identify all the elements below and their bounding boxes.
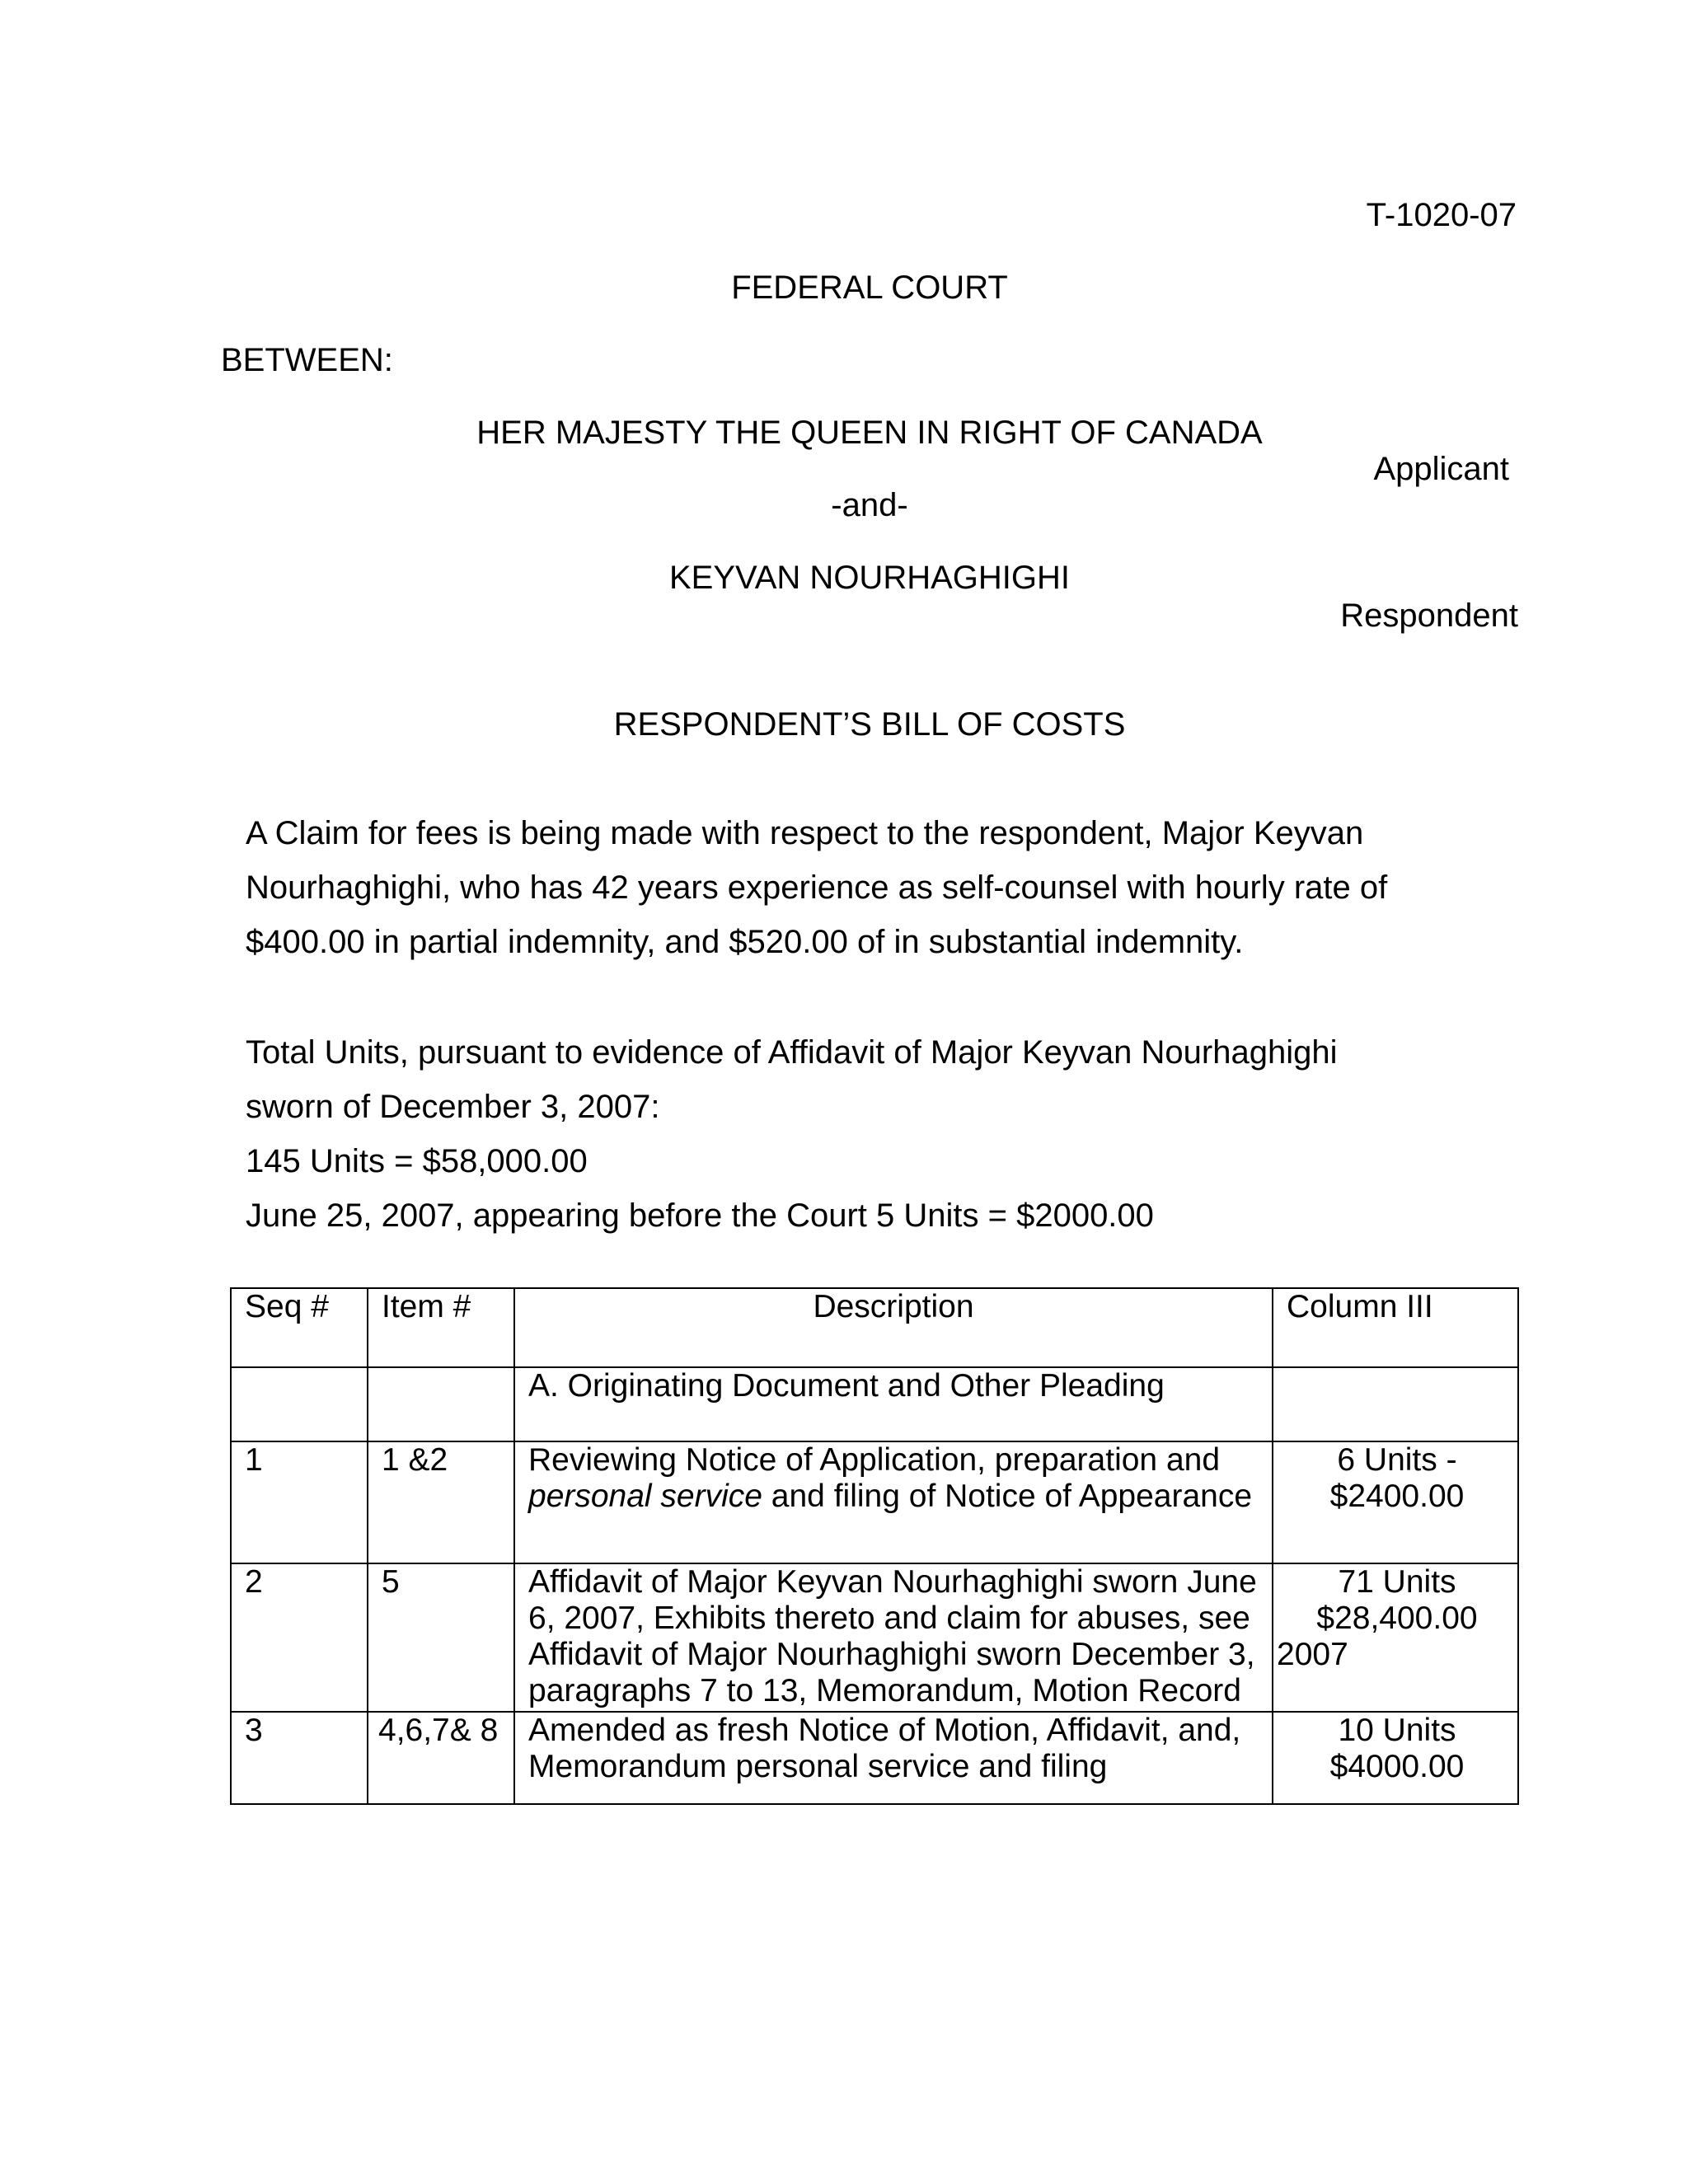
description-line: Reviewing Notice of Application, preparation and: [528, 1442, 1221, 1478]
row-item: 4,6,7& 8: [368, 1712, 514, 1804]
row-description: [514, 1441, 1273, 1563]
table-row: [231, 1563, 1518, 1712]
units-paragraph: [246, 1025, 1482, 1243]
description-line: [528, 1479, 1259, 1515]
header-seq: Seq #: [231, 1288, 368, 1367]
header-column-iii: Column III: [1273, 1288, 1518, 1367]
description-line: Memorandum personal service and filing: [528, 1749, 1108, 1784]
description-line: Affidavit of Major Nourhaghighi sworn December 3,: [528, 1637, 1255, 1672]
applicant-name: HER MAJESTY THE QUEEN IN RIGHT OF CANADA: [476, 415, 1263, 451]
row-description: [514, 1712, 1273, 1804]
row-seq: 3: [231, 1712, 368, 1804]
court-file-number: T-1020-07: [1366, 197, 1517, 233]
amount-units: 6 Units -: [1337, 1442, 1457, 1478]
row-seq: 2: [231, 1563, 368, 1712]
table-row: [231, 1712, 1518, 1804]
description-rest: and filing of Notice of Appearance: [762, 1479, 1253, 1514]
units-line: June 25, 2007, appearing before the Court 5 Units = $2000.00: [246, 1197, 1154, 1234]
claim-line: Nourhaghighi, who has 42 years experience as self-counsel with hourly rate of: [246, 869, 1388, 906]
amount-overflow: 2007: [1277, 1637, 1348, 1672]
row-seq: 1: [231, 1441, 368, 1563]
table-row: [231, 1441, 1518, 1563]
empty-cell: [1273, 1367, 1518, 1441]
amount-units: 10 Units: [1338, 1713, 1456, 1748]
description-line: paragraphs 7 to 13, Memorandum, Motion Record: [528, 1673, 1241, 1708]
description-italic: personal service: [528, 1479, 762, 1514]
units-line: 145 Units = $58,000.00: [246, 1143, 588, 1179]
court-name: FEDERAL COURT: [731, 269, 1008, 306]
claim-paragraph: [246, 806, 1482, 969]
description-line: Amended as fresh Notice of Motion, Affidavit, and,: [528, 1713, 1241, 1748]
row-amount: [1273, 1563, 1518, 1712]
amount-units: 71 Units: [1338, 1564, 1456, 1600]
table-header-row: [231, 1288, 1518, 1367]
row-description: [514, 1563, 1273, 1712]
and-separator: -and-: [831, 487, 908, 523]
claim-line: A Claim for fees is being made with respect to the respondent, Major Keyvan: [246, 815, 1364, 851]
respondent-role: Respondent: [1340, 598, 1518, 634]
header-description: Description: [514, 1288, 1273, 1367]
row-item: 5: [368, 1563, 514, 1712]
header-item: Item #: [368, 1288, 514, 1367]
units-line: Total Units, pursuant to evidence of Affidavit of Major Keyvan Nourhaghighi: [246, 1034, 1338, 1071]
between-label: BETWEEN:: [221, 342, 393, 378]
bill-of-costs-table: [230, 1287, 1519, 1805]
applicant-role: Applicant: [1373, 451, 1509, 487]
document-title: RESPONDENT’S BILL OF COSTS: [613, 706, 1126, 743]
amount-value: $28,400.00: [1316, 1601, 1478, 1636]
respondent-name: KEYVAN NOURHAGHIGHI: [669, 560, 1070, 596]
section-title: A. Originating Document and Other Pleading: [514, 1367, 1273, 1441]
row-amount: [1273, 1712, 1518, 1804]
claim-line: $400.00 in partial indemnity, and $520.00 of in substantial indemnity.: [246, 924, 1244, 960]
row-item: 1 &2: [368, 1441, 514, 1563]
empty-cell: [368, 1367, 514, 1441]
amount-value: $4000.00: [1329, 1749, 1465, 1784]
units-line: sworn of December 3, 2007:: [246, 1089, 660, 1125]
amount-value: $2400.00: [1329, 1479, 1465, 1514]
table-section-row: [231, 1367, 1518, 1441]
description-line: Affidavit of Major Keyvan Nourhaghighi sworn June: [528, 1564, 1257, 1600]
row-amount: [1273, 1441, 1518, 1563]
description-line: 6, 2007, Exhibits thereto and claim for abuses, see: [528, 1601, 1250, 1636]
empty-cell: [231, 1367, 368, 1441]
